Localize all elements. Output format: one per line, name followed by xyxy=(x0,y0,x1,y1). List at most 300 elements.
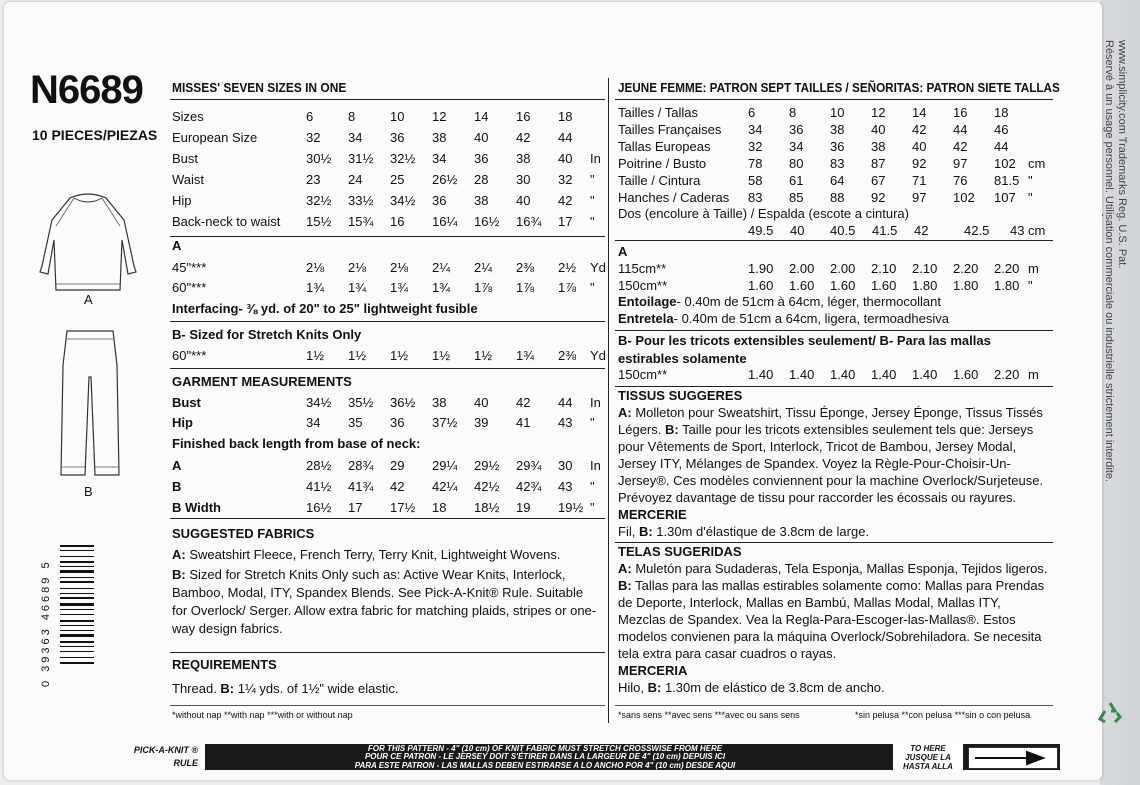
table-cell: 16¾ xyxy=(516,214,542,229)
row-label: Hip xyxy=(172,415,193,430)
row-label: 60"*** xyxy=(172,280,207,295)
table-cell: 34 xyxy=(348,130,363,145)
entretela-text: - 0.40m de 51cm a 64cm, ligera, termoadhesiva xyxy=(673,311,949,326)
nap-legend-fr: *sans sens **avec sens ***avec ou sans sens xyxy=(618,710,800,720)
table-cell: 36 xyxy=(390,415,405,430)
divider xyxy=(170,236,605,237)
table-cell: 16½ xyxy=(306,500,332,515)
table-cell: 46 xyxy=(994,122,1009,137)
table-row xyxy=(172,394,602,411)
table-cell: 92 xyxy=(871,190,886,205)
interfacing-note xyxy=(172,301,478,316)
fr-view-b-title: B- Pour les tricots extensibles seulement/ B- Para las mallas estirables solamente xyxy=(618,333,991,366)
table-cell: 10 xyxy=(830,105,845,120)
divider xyxy=(170,368,605,369)
table-cell: 1½ xyxy=(390,348,409,363)
table-cell: 18 xyxy=(994,105,1009,120)
table-cell: 97 xyxy=(912,190,927,205)
table-row xyxy=(172,347,606,364)
row-label: European Size xyxy=(172,130,258,145)
row-label: Bust xyxy=(172,395,201,410)
table-cell: 1.40 xyxy=(830,367,856,382)
table-cell: 28½ xyxy=(306,458,332,473)
table-cell: 32½ xyxy=(390,151,416,166)
table-cell: 18 xyxy=(558,109,573,124)
table-cell: 12 xyxy=(871,105,886,120)
table-cell: 17½ xyxy=(390,500,416,515)
table-row xyxy=(618,277,1050,294)
row-label: 115cm** xyxy=(618,261,667,276)
fabrics-b-text: Sized for Stretch Knits Only such as: Active Wear Knits, Interlock, Bamboo, Modal, ITY, Spandex Blends. See Pick-A-Knit® Rule. Suitable for Overlock/ Serger. Allow extra fabric for matching plaids, stripes or one-way design fabrics. xyxy=(172,567,597,636)
table-cell: 2.20 xyxy=(953,261,979,276)
table-cell: 32 xyxy=(306,130,321,145)
table-cell: 40 xyxy=(790,223,805,238)
table-cell: 1½ xyxy=(474,348,493,363)
table-cell: 34 xyxy=(432,151,447,166)
table-cell: 102 xyxy=(994,156,1016,171)
row-label: Poitrine / Busto xyxy=(618,156,707,171)
view-b-title: B- Sized for Stretch Knits Only xyxy=(172,327,362,342)
row-label: 150cm** xyxy=(618,367,668,382)
table-cell: 42 xyxy=(516,130,531,145)
table-row xyxy=(618,222,1050,239)
table-row xyxy=(172,457,602,474)
table-cell: 80 xyxy=(789,156,804,171)
table-cell: 37½ xyxy=(432,415,458,430)
table-cell: 42 xyxy=(558,193,573,208)
fabrics-a-text: Sweatshirt Fleece, French Terry, Terry Knit, Lightweight Wovens. xyxy=(185,547,561,562)
view-a-label: A xyxy=(84,292,93,307)
table-cell: 1.40 xyxy=(912,367,938,382)
table-cell: 67 xyxy=(871,173,886,188)
unit-label: " xyxy=(1028,173,1033,188)
french-spanish-title: JEUNE FEMME: PATRON SEPT TAILLES / SEÑORITAS: PATRON SIETE TALLAS xyxy=(618,80,1060,95)
merceria-hilo: Hilo, xyxy=(618,680,648,695)
fabrics-b-label: B: xyxy=(172,567,186,582)
table-cell: 33½ xyxy=(348,193,374,208)
mercerie-fil: Fil, xyxy=(618,524,639,539)
arrow-right-icon xyxy=(968,747,1058,769)
table-cell: 1½ xyxy=(348,348,367,363)
table-cell: 36 xyxy=(432,193,447,208)
suggested-fabrics-text xyxy=(172,546,597,638)
table-cell: 36 xyxy=(390,130,405,145)
table-cell: 38 xyxy=(516,151,531,166)
table-cell: 19½ xyxy=(558,500,584,515)
table-cell: 6 xyxy=(306,109,314,124)
table-row xyxy=(618,260,1050,277)
to-here-fr: JUSQUE LA xyxy=(905,753,951,762)
unit-label: m xyxy=(1028,367,1039,382)
table-cell: 61 xyxy=(789,173,804,188)
table-cell: 2.00 xyxy=(789,261,815,276)
merceria-title: MERCERIA xyxy=(618,663,688,678)
table-cell: 42 xyxy=(390,479,405,494)
req-b-label: B: xyxy=(220,681,235,696)
recycle-icon xyxy=(1097,700,1123,726)
tissus-b-text: Taille pour les tricots extensibles seulement tels que: Jerseys pour Vêtements de Sport, Interlock, Tricot de Bambou, Jersey Modal, Jersey ITY, Mélanges de Spandex. Voyez la Règle-Pour-Choisir-Un-Jersey®. Ces modèles conviennent pour la machine Overlock/Surjeteuse. Prévoyez davantage de tissu pour raccorder les écossais ou rayures. xyxy=(618,422,1044,505)
table-cell: 81.5 xyxy=(994,173,1020,188)
table-cell: 2⅛ xyxy=(390,260,409,275)
merceria-text: 1.30m de elástico de 3.8cm de ancho. xyxy=(661,680,885,695)
table-cell: 1.60 xyxy=(830,278,856,293)
unit-label: In xyxy=(590,458,601,473)
suggested-fabrics-title: SUGGESTED FABRICS xyxy=(172,526,315,541)
rule-line-en: FOR THIS PATTERN - 4" (10 cm) OF KNIT FABRIC MUST STRETCH CROSSWISE FROM HERE xyxy=(367,744,723,753)
table-cell: 2.00 xyxy=(830,261,856,276)
table-cell: 6 xyxy=(748,105,756,120)
table-row xyxy=(172,192,602,209)
table-row xyxy=(172,414,602,431)
table-cell: 41 xyxy=(516,415,531,430)
table-cell: 1.80 xyxy=(953,278,979,293)
table-cell: 41¾ xyxy=(348,479,374,494)
table-cell: 34 xyxy=(306,415,321,430)
table-cell: 41½ xyxy=(306,479,332,494)
rule-line-es: PARA ESTE PATRON - LAS MALLAS DEBEN ESTIRARSE A LO ANCHO POR 4" (10 cm) DESDE AQUI xyxy=(354,760,736,770)
table-cell: 2.20 xyxy=(994,261,1020,276)
unit-label: " xyxy=(590,479,595,494)
table-cell: 36 xyxy=(830,139,845,154)
divider xyxy=(170,652,605,653)
table-cell: 83 xyxy=(748,190,763,205)
fabrics-a-label: A: xyxy=(172,547,186,562)
row-label: Taille / Cintura xyxy=(618,173,701,188)
req-thread: Thread. xyxy=(172,681,221,696)
divider xyxy=(615,705,1053,706)
row-label: Tailles Françaises xyxy=(618,122,722,137)
table-row xyxy=(618,189,1050,206)
table-cell: 40.5 xyxy=(830,223,856,238)
divider xyxy=(170,705,605,706)
table-cell: 32½ xyxy=(306,193,332,208)
table-cell: 107 xyxy=(994,190,1016,205)
table-cell: 1¾ xyxy=(390,280,409,295)
table-cell: 15½ xyxy=(306,214,332,229)
table-cell: 10 xyxy=(390,109,405,124)
tissus-title: TISSUS SUGGERES xyxy=(618,388,743,403)
barcode xyxy=(60,545,100,687)
telas-a-label: A: xyxy=(618,561,632,576)
table-cell: 17 xyxy=(348,500,363,515)
table-cell: 1.60 xyxy=(953,367,979,382)
unit-label: " xyxy=(590,500,595,515)
side-line-2: Réservé à un usage personnel. Utilisation commerciale ou industrielle strictement interdite. xyxy=(1103,40,1115,483)
table-cell: 2¼ xyxy=(432,260,451,275)
table-cell: 1.40 xyxy=(789,367,815,382)
table-cell: 1¾ xyxy=(306,280,325,295)
nap-legend-es: *sin pelusa **con pelusa ***sin o con pelusa xyxy=(855,710,1031,720)
table-cell: 1½ xyxy=(432,348,451,363)
view-a-top-icon xyxy=(38,180,138,305)
table-cell: 18½ xyxy=(474,500,500,515)
unit-label: " xyxy=(590,172,595,187)
entretela-label: Entretela xyxy=(618,311,674,326)
telas-sugeridas xyxy=(618,543,1050,696)
table-cell: 8 xyxy=(789,105,797,120)
table-cell: 31½ xyxy=(348,151,374,166)
table-cell: 40 xyxy=(516,193,531,208)
table-cell: 39 xyxy=(474,415,489,430)
view-b-label: B xyxy=(84,484,93,499)
mercerie-text: 1.30m d'élastique de 3.8cm de large. xyxy=(652,524,870,539)
to-here-en: TO HERE xyxy=(910,744,946,753)
table-cell: 2.10 xyxy=(912,261,938,276)
table-cell: 43 xyxy=(558,415,573,430)
unit-label: " xyxy=(590,193,595,208)
table-cell: 38 xyxy=(432,130,447,145)
row-label: Sizes xyxy=(172,109,204,124)
table-cell: 44 xyxy=(558,130,573,145)
divider xyxy=(615,240,1053,241)
table-cell: 1⅞ xyxy=(516,280,535,295)
interfacing-text: Interfacing- ⅜ yd. of 20" to 25" lightweight fusible xyxy=(172,301,478,316)
divider xyxy=(615,330,1053,331)
table-cell: 34½ xyxy=(390,193,416,208)
table-row xyxy=(618,121,1050,138)
table-cell: 14 xyxy=(912,105,927,120)
nap-legend-en: *without nap **with nap ***with or without nap xyxy=(172,710,353,720)
table-row xyxy=(618,366,1050,383)
table-row xyxy=(618,155,1050,172)
divider xyxy=(170,321,605,322)
requirements-title: REQUIREMENTS xyxy=(172,657,277,672)
table-cell: 1.60 xyxy=(789,278,815,293)
table-cell: 1.80 xyxy=(912,278,938,293)
table-cell: 78 xyxy=(748,156,763,171)
fr-view-a-label: A xyxy=(618,244,628,259)
unit-label: cm xyxy=(1028,223,1046,238)
row-label: 150cm** xyxy=(618,278,668,293)
table-cell: 58 xyxy=(748,173,763,188)
table-cell: 16 xyxy=(390,214,405,229)
unit-label: Yd xyxy=(590,260,606,275)
table-cell: 1.40 xyxy=(871,367,897,382)
rule-line-fr: POUR CE PATRON - LE JERSEY DOIT S'ÉTIRER DANS LA LARGEUR DE 4" (10 cm) DEPUIS ICI xyxy=(364,752,726,762)
table-cell: 28¾ xyxy=(348,458,374,473)
pattern-number: N6689 xyxy=(30,68,143,112)
table-cell: 40 xyxy=(871,122,886,137)
tissus-a-label: A: xyxy=(618,405,632,420)
table-cell: 49.5 xyxy=(748,223,774,238)
english-title: MISSES' SEVEN SIZES IN ONE xyxy=(172,80,347,95)
table-cell: 1¾ xyxy=(432,280,451,295)
table-cell: 40 xyxy=(474,395,489,410)
table-cell: 35 xyxy=(348,415,363,430)
unit-label: In xyxy=(590,395,601,410)
table-cell: 40 xyxy=(474,130,489,145)
row-label: 45"*** xyxy=(172,260,207,275)
table-cell: 36 xyxy=(789,122,804,137)
table-cell: 14 xyxy=(474,109,489,124)
table-cell: 36 xyxy=(474,151,489,166)
table-cell: 40 xyxy=(912,139,927,154)
table-cell: 28 xyxy=(474,172,489,187)
table-cell: 38 xyxy=(871,139,886,154)
telas-b-text: Tallas para las mallas estirables solamente como: Mallas para Prendas de Deporte, Interlock, Mallas en Bambú, Mallas Modal, Mallas ITY, Mezclas de Spandex. Vea la Regla-Para-Escoger-las-Mallas®. Estos modelos convienen para la máquina Overlock/Sobrehiladora. Se necesita tela extra para casar cuadros o rayas. xyxy=(618,578,1045,661)
table-cell: 29¼ xyxy=(432,458,458,473)
table-row xyxy=(618,138,1050,155)
table-cell: 19 xyxy=(516,500,531,515)
table-row xyxy=(618,104,1050,121)
tissus-a-text: Molleton pour Sweatshirt, Tissu Éponge, Jersey Éponge, Tissus Tissés Légers. xyxy=(618,405,1043,437)
table-cell: 30½ xyxy=(306,151,332,166)
view-b-pants-icon xyxy=(55,325,125,480)
unit-label: " xyxy=(1028,190,1033,205)
to-here-es: HASTA ALLA xyxy=(903,762,953,771)
table-cell: 1.40 xyxy=(748,367,774,382)
table-cell: 2.10 xyxy=(871,261,897,276)
table-row xyxy=(172,478,602,495)
table-cell: 88 xyxy=(830,190,845,205)
table-cell: 32 xyxy=(748,139,763,154)
mercerie-title: MERCERIE xyxy=(618,507,687,522)
table-cell: 29 xyxy=(390,458,405,473)
unit-label: " xyxy=(1028,278,1033,293)
pieces-count: 10 PIECES/PIEZAS xyxy=(32,127,158,143)
table-row xyxy=(172,213,602,230)
row-label: Bust xyxy=(172,151,199,166)
table-cell: 15¾ xyxy=(348,214,374,229)
table-cell: 42 xyxy=(516,395,531,410)
table-cell: 42 xyxy=(914,223,929,238)
mercerie-b-label: B: xyxy=(638,524,653,539)
tissus-suggeres xyxy=(618,387,1050,540)
table-cell: 38 xyxy=(432,395,447,410)
table-cell: 44 xyxy=(953,122,968,137)
table-cell: 64 xyxy=(830,173,845,188)
pick-a-knit-title: PICK-A-KNIT ® xyxy=(133,745,198,755)
table-cell: 42.5 xyxy=(964,223,990,238)
table-cell: 43 xyxy=(1010,223,1025,238)
table-cell: 44 xyxy=(558,395,573,410)
table-cell: 16½ xyxy=(474,214,500,229)
rule-instructions xyxy=(345,745,745,770)
tissus-b-label: B: xyxy=(664,422,679,437)
divider xyxy=(170,518,605,519)
table-cell: 16¼ xyxy=(432,214,458,229)
table-cell: 2¼ xyxy=(474,260,493,275)
table-cell: 2⅜ xyxy=(516,260,535,275)
table-cell: 87 xyxy=(871,156,886,171)
table-cell: 42½ xyxy=(474,479,500,494)
telas-b-label: B: xyxy=(618,578,632,593)
table-cell: 76 xyxy=(953,173,968,188)
row-label: B xyxy=(172,479,182,494)
to-here-label xyxy=(893,743,963,772)
table-cell: 42 xyxy=(912,122,927,137)
table-row xyxy=(172,108,602,125)
table-cell: 34 xyxy=(789,139,804,154)
row-label: A xyxy=(172,458,182,473)
table-row xyxy=(172,150,602,167)
table-cell: 2½ xyxy=(558,260,577,275)
column-divider xyxy=(608,78,609,723)
divider xyxy=(615,99,1053,100)
table-cell: 26½ xyxy=(432,172,458,187)
req-elastic: 1¼ yds. of 1½" wide elastic. xyxy=(234,681,399,696)
unit-label: Yd xyxy=(590,348,606,363)
table-cell: 24 xyxy=(348,172,363,187)
table-cell: 38 xyxy=(830,122,845,137)
table-cell: 92 xyxy=(912,156,927,171)
table-cell: 34 xyxy=(748,122,763,137)
table-cell: 17 xyxy=(558,214,573,229)
table-cell: 36½ xyxy=(390,395,416,410)
row-label: B Width xyxy=(172,500,221,515)
table-cell: 85 xyxy=(789,190,804,205)
telas-a-text: Muletón para Sudaderas, Tela Esponja, Mallas Esponja, Tejidos ligeros. xyxy=(631,561,1048,576)
interfacing-fr-es xyxy=(618,293,1048,327)
table-cell: 2⅛ xyxy=(306,260,325,275)
telas-title: TELAS SUGERIDAS xyxy=(618,544,742,559)
table-cell: 1.90 xyxy=(748,261,774,276)
table-cell: 29½ xyxy=(474,458,500,473)
table-cell: 1.80 xyxy=(994,278,1020,293)
row-label: Back-neck to waist xyxy=(172,214,281,229)
unit-label: " xyxy=(590,214,595,229)
unit-label: " xyxy=(590,415,595,430)
table-cell: 1½ xyxy=(306,348,325,363)
divider xyxy=(170,99,605,100)
table-row xyxy=(172,171,602,188)
table-cell: 2.20 xyxy=(994,367,1020,382)
table-cell: 16 xyxy=(516,109,531,124)
row-label: Hip xyxy=(172,193,192,208)
table-cell: 71 xyxy=(912,173,927,188)
table-cell: 1⅞ xyxy=(474,280,493,295)
pick-a-knit-rule-bar xyxy=(205,744,1060,770)
row-label: Hanches / Caderas xyxy=(618,190,730,205)
row-label: Tailles / Tallas xyxy=(618,105,698,120)
table-cell: 1¾ xyxy=(516,348,535,363)
table-cell: 30 xyxy=(558,458,573,473)
row-label: Waist xyxy=(172,172,205,187)
table-cell: 44 xyxy=(994,139,1009,154)
table-cell: 32 xyxy=(558,172,573,187)
table-cell: 34½ xyxy=(306,395,332,410)
row-label: Tallas Europeas xyxy=(618,139,711,154)
back-length-label: Dos (encolure à Taille) / Espalda (escote a cintura) xyxy=(618,206,909,221)
table-row xyxy=(172,129,602,146)
table-cell: 97 xyxy=(953,156,968,171)
table-cell: 40 xyxy=(558,151,573,166)
table-cell: 2⅜ xyxy=(558,348,577,363)
table-cell: 42¼ xyxy=(432,479,458,494)
table-cell: 23 xyxy=(306,172,321,187)
table-cell: 18 xyxy=(432,500,447,515)
unit-label: In xyxy=(590,151,601,166)
pick-a-knit-rule: RULE xyxy=(173,758,198,768)
entoilage-label: Entoilage xyxy=(618,294,677,309)
table-cell: 1⅞ xyxy=(558,280,577,295)
table-cell: 1.60 xyxy=(748,278,774,293)
table-cell: 41.5 xyxy=(872,223,898,238)
table-cell: 25 xyxy=(390,172,405,187)
garment-measurements-title: GARMENT MEASUREMENTS xyxy=(172,374,352,389)
row-label: 60"*** xyxy=(172,348,207,363)
table-cell: 42 xyxy=(953,139,968,154)
table-cell: 30 xyxy=(516,172,531,187)
table-cell: 102 xyxy=(953,190,975,205)
table-cell: 38 xyxy=(474,193,489,208)
table-cell: 43 xyxy=(558,479,573,494)
entoilage-text: - 0.40m de 51cm à 64cm, léger, thermocollant xyxy=(676,294,941,309)
barcode-number: 0 39363 46689 5 xyxy=(40,559,52,687)
table-cell: 2⅛ xyxy=(348,260,367,275)
table-cell: 29¾ xyxy=(516,458,542,473)
table-cell: 83 xyxy=(830,156,845,171)
